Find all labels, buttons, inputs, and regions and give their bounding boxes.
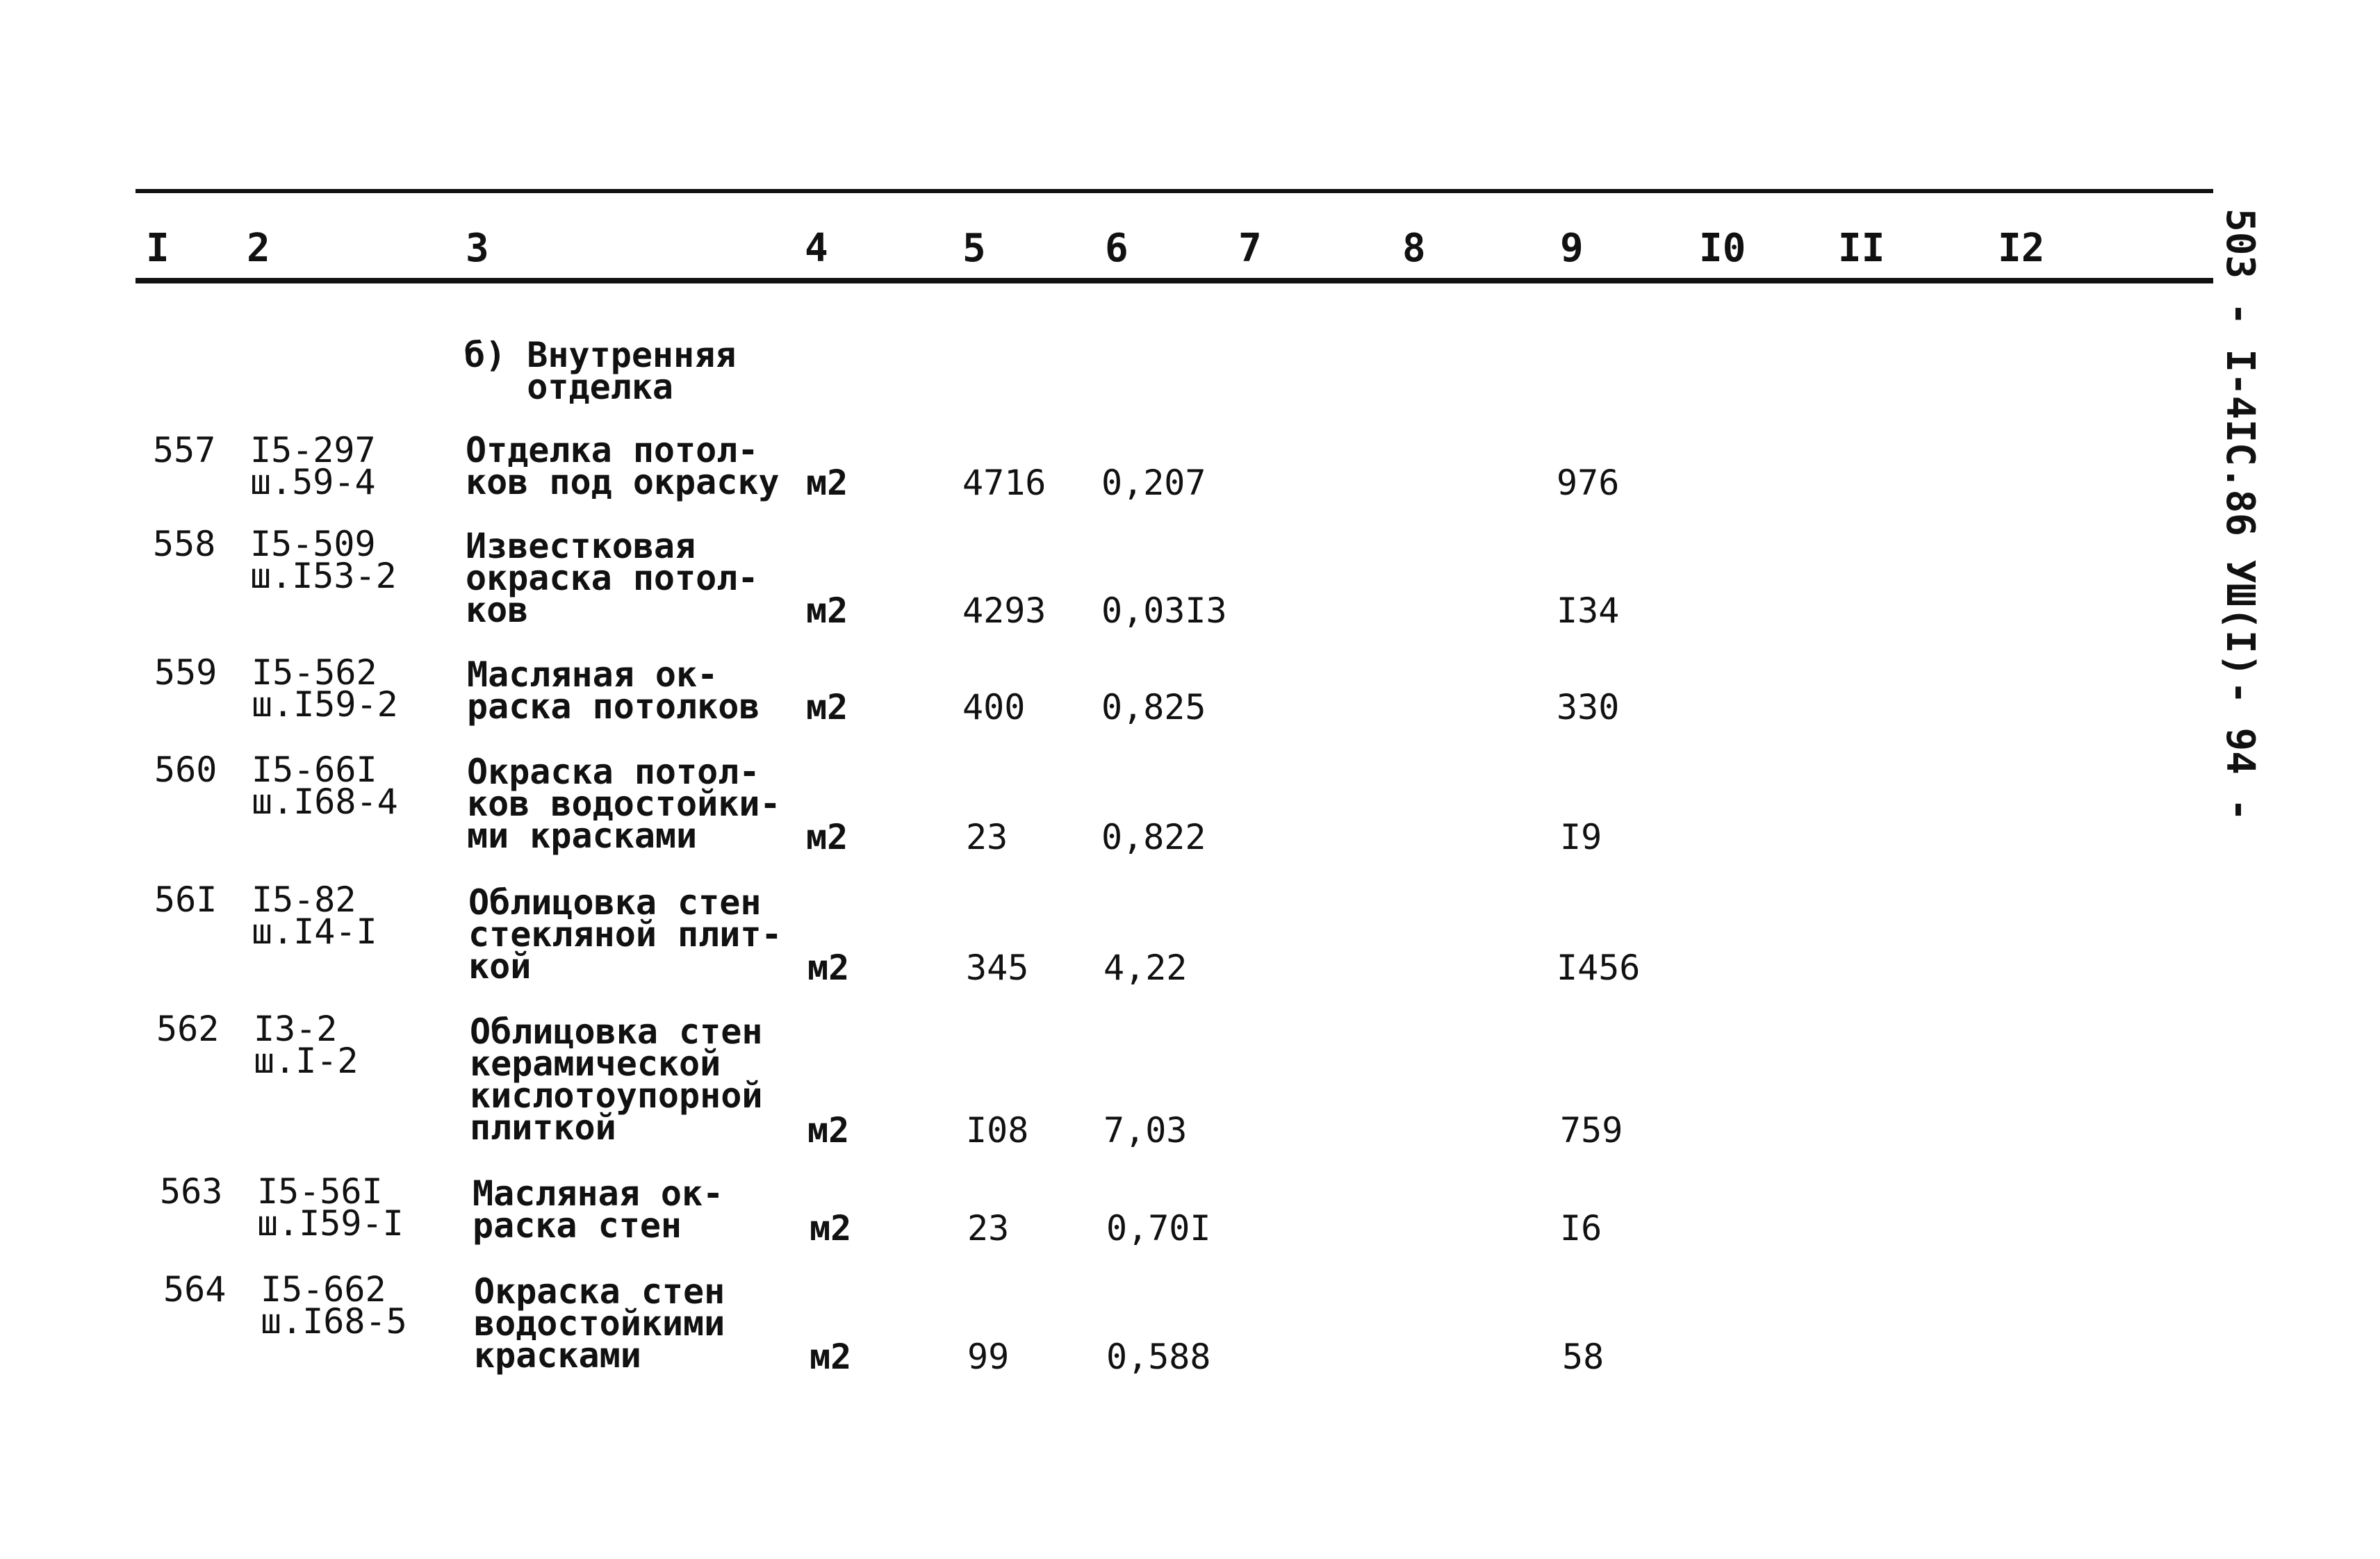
- row-description: Масляная ок- раска потолков: [467, 654, 760, 727]
- row-norm: 0,70I: [1106, 1208, 1211, 1248]
- row-number: 560: [154, 750, 218, 790]
- row-number: 557: [153, 430, 216, 470]
- row-total: I6: [1560, 1208, 1602, 1248]
- row-code: I5-66I ш.I68-4: [252, 750, 398, 822]
- col-header-7: 7: [1238, 226, 1262, 271]
- section-title: б) Внутренняя отделка: [464, 335, 737, 407]
- row-number: 558: [153, 524, 216, 564]
- row-quantity: 23: [966, 817, 1008, 857]
- side-label: [2217, 208, 2263, 834]
- row-number: 562: [156, 1009, 220, 1049]
- row-description: Окраска потол- ков водостойки- ми красками: [467, 752, 781, 856]
- row-norm: 4,22: [1103, 948, 1188, 988]
- row-total: 330: [1557, 687, 1620, 727]
- col-header-4: 4: [805, 226, 828, 271]
- row-number: 56I: [154, 880, 218, 920]
- row-total: I9: [1560, 817, 1602, 857]
- table-top-rule: [136, 189, 2213, 193]
- row-code: I5-56I ш.I59-I: [257, 1171, 404, 1244]
- row-unit: м2: [810, 1337, 852, 1377]
- row-norm: 0,825: [1101, 687, 1206, 727]
- row-code: I5-82 ш.I4-I: [252, 880, 377, 952]
- row-quantity: 345: [966, 948, 1029, 988]
- row-quantity: I08: [966, 1110, 1029, 1150]
- row-norm: 7,03: [1103, 1110, 1188, 1150]
- row-code: I5-662 ш.I68-5: [261, 1269, 407, 1342]
- row-number: 563: [160, 1171, 223, 1212]
- col-header-11: II: [1838, 226, 1885, 271]
- row-quantity: 23: [967, 1208, 1010, 1248]
- row-code: I5-562 ш.I59-2: [252, 652, 398, 725]
- row-description: Масляная ок- раска стен: [473, 1173, 724, 1246]
- col-header-10: I0: [1699, 226, 1746, 271]
- row-total: 976: [1557, 463, 1620, 503]
- row-number: 559: [154, 652, 218, 693]
- row-unit: м2: [806, 591, 848, 631]
- row-description: Облицовка стен керамической кислотоупорной плиткой: [470, 1012, 763, 1148]
- row-unit: м2: [806, 687, 848, 727]
- row-unit: м2: [807, 948, 850, 988]
- row-unit: м2: [807, 1110, 850, 1150]
- row-norm: 0,822: [1101, 817, 1206, 857]
- row-code: I5-297 ш.59-4: [250, 430, 376, 502]
- row-code: I5-509 ш.I53-2: [250, 524, 397, 596]
- row-quantity: 400: [962, 687, 1026, 727]
- row-unit: м2: [806, 463, 848, 503]
- row-code: I3-2 ш.I-2: [254, 1009, 359, 1081]
- header-bottom-rule: [136, 278, 2213, 283]
- row-total: 759: [1560, 1110, 1623, 1150]
- row-description: Известковая окраска потол- ков: [466, 526, 759, 630]
- col-header-12: I2: [1998, 226, 2045, 271]
- row-number: 564: [163, 1269, 227, 1310]
- col-header-5: 5: [962, 226, 986, 271]
- row-total: I34: [1557, 591, 1620, 631]
- row-unit: м2: [806, 817, 848, 857]
- row-description: Окраска стен водостойкими красками: [474, 1271, 725, 1376]
- col-header-9: 9: [1560, 226, 1584, 271]
- row-quantity: 99: [967, 1337, 1010, 1377]
- row-total: 58: [1562, 1337, 1605, 1377]
- page-number: - 94 -: [2217, 681, 2263, 822]
- row-quantity: 4716: [962, 463, 1047, 503]
- col-header-6: 6: [1105, 226, 1129, 271]
- row-norm: 0,588: [1106, 1337, 1211, 1377]
- row-norm: 0,207: [1101, 463, 1206, 503]
- row-description: Отделка потол- ков под окраску: [466, 430, 780, 502]
- row-total: I456: [1557, 948, 1641, 988]
- col-header-8: 8: [1402, 226, 1426, 271]
- row-unit: м2: [810, 1208, 852, 1248]
- col-header-2: 2: [247, 226, 270, 271]
- col-header-1: I: [146, 226, 170, 271]
- row-quantity: 4293: [962, 591, 1047, 631]
- col-header-3: 3: [466, 226, 489, 271]
- document-code: 503 - I-4IC.86 УШ(I): [2217, 208, 2263, 677]
- row-description: Облицовка стен стекляной плит- кой: [468, 882, 782, 987]
- row-norm: 0,03I3: [1101, 591, 1227, 631]
